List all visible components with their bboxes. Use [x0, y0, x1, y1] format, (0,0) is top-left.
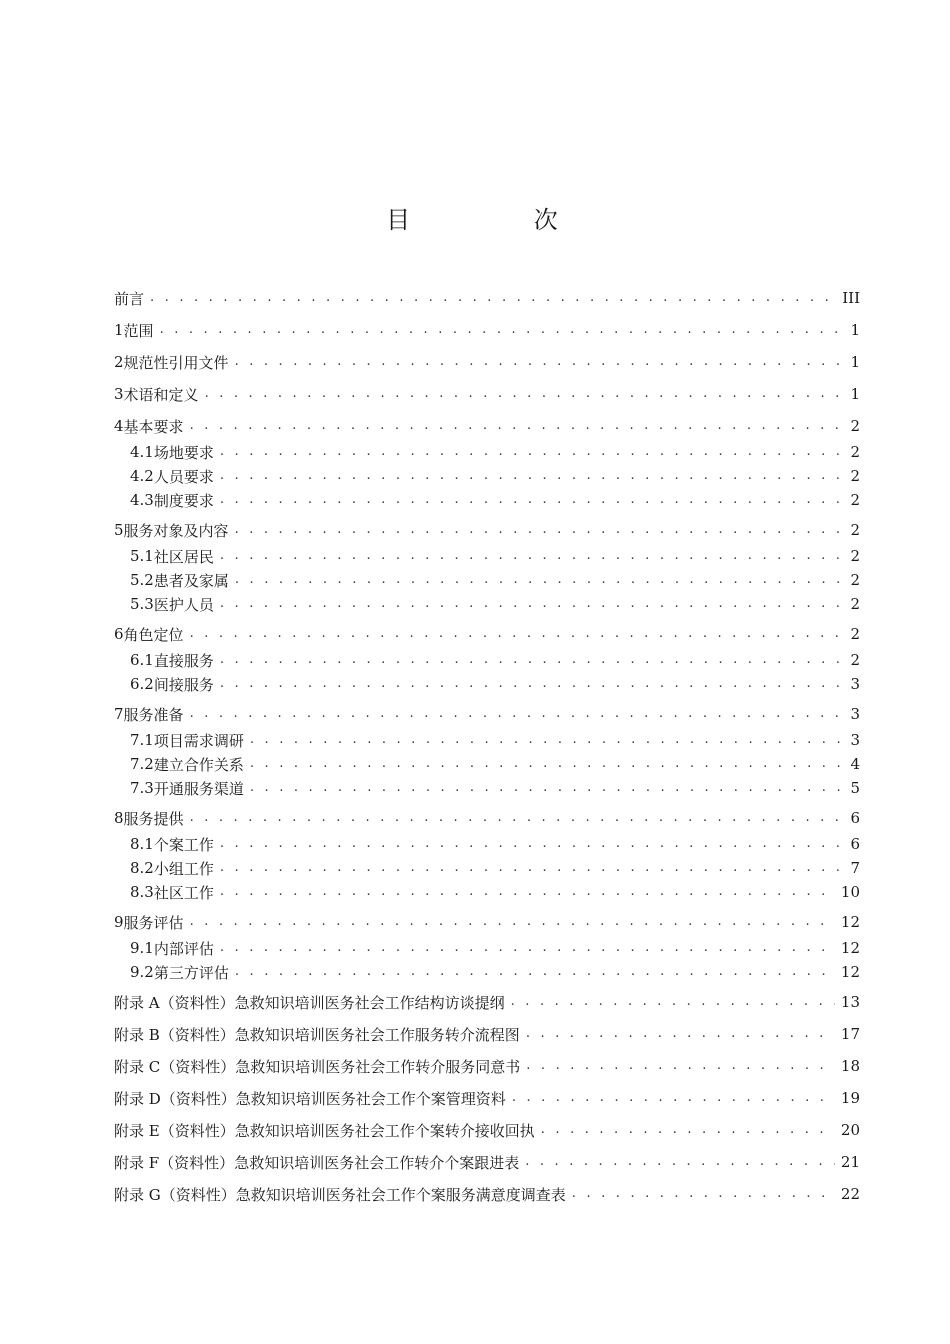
toc-entry-label: 角色定位 [123, 625, 184, 644]
toc-entry-number: 9.1 [130, 939, 154, 957]
toc-appendix[interactable] [114, 990, 860, 1014]
toc-leader [512, 1086, 835, 1110]
toc-page-number: 2 [850, 443, 860, 461]
toc-entry-number: 8 [114, 809, 124, 827]
toc-entry-label: 开通服务渠道 [153, 779, 244, 798]
toc-page-number: 22 [840, 1185, 860, 1203]
toc-subentry[interactable] [114, 880, 860, 904]
toc-page-number: 1 [850, 385, 860, 403]
toc-leader [205, 382, 840, 406]
toc-entry-label: 前言 [114, 289, 145, 308]
toc-page-number: 4 [850, 755, 860, 773]
toc-page-number: 2 [850, 547, 860, 565]
toc-entry-label: 范围 [123, 321, 154, 340]
toc-entry-number: 8.2 [130, 859, 154, 877]
toc-page-number: 6 [850, 835, 860, 853]
toc-leader [220, 856, 840, 880]
toc-subentry[interactable] [114, 464, 860, 488]
toc-entry[interactable] [114, 622, 860, 646]
toc-appendix[interactable] [114, 1182, 860, 1206]
toc-leader [190, 622, 840, 646]
appendix-label: 附录 G（资料性） [114, 1185, 236, 1204]
toc-entry-label: 个案工作 [153, 835, 214, 854]
toc-page-number: 3 [850, 705, 860, 723]
toc-subentry[interactable] [114, 488, 860, 512]
appendix-label: 附录 A（资料性） [114, 993, 235, 1012]
toc-entry-number: 7.1 [130, 731, 154, 749]
toc-entry-label: 制度要求 [153, 491, 214, 510]
toc-subentry[interactable] [114, 544, 860, 568]
toc-subentry[interactable] [114, 776, 860, 800]
toc-subentry[interactable] [114, 648, 860, 672]
toc-subentry[interactable] [114, 832, 860, 856]
toc-page-number: 12 [840, 913, 860, 931]
toc-subentry[interactable] [114, 440, 860, 464]
toc-page-number: 20 [840, 1121, 860, 1139]
toc-entry-label: 患者及家属 [153, 571, 229, 590]
toc-entry-label: 规范性引用文件 [123, 353, 229, 372]
toc-leader [525, 1150, 835, 1174]
toc-entry[interactable] [114, 382, 860, 406]
toc-subentry[interactable] [114, 752, 860, 776]
toc-subentry[interactable] [114, 960, 860, 984]
toc-leader [220, 440, 840, 464]
toc-entry[interactable] [114, 518, 860, 542]
toc-leader [250, 776, 840, 800]
toc-entry-label: 间接服务 [153, 675, 214, 694]
toc-entry-label: 直接服务 [153, 651, 214, 670]
toc-page-number: 2 [850, 595, 860, 613]
toc-page-number: 2 [850, 417, 860, 435]
toc-subentry[interactable] [114, 856, 860, 880]
toc-leader [220, 592, 840, 616]
toc-subentry[interactable] [114, 936, 860, 960]
toc-page-number: 2 [850, 571, 860, 589]
toc-entry-label: 基本要求 [123, 417, 184, 436]
toc-entry[interactable] [114, 350, 860, 374]
toc-leader [541, 1118, 835, 1142]
toc-leader [235, 568, 840, 592]
toc-entry[interactable] [114, 910, 860, 934]
toc-entry-number: 9 [114, 913, 124, 931]
toc-entry-number: 5.2 [130, 571, 154, 589]
toc-entry-label: 服务提供 [123, 809, 184, 828]
toc-entry-label: 服务对象及内容 [123, 521, 229, 540]
toc-page-number: 17 [840, 1025, 860, 1043]
appendix-title: 急救知识培训医务社会工作个案转介接收回执 [234, 1121, 535, 1140]
toc-entry-label: 项目需求调研 [153, 731, 244, 750]
toc-leader [220, 832, 840, 856]
toc-appendix[interactable] [114, 1054, 860, 1078]
toc-leader [220, 488, 840, 512]
toc-leader [150, 286, 836, 310]
toc-leader [235, 518, 840, 542]
toc-leader [190, 806, 840, 830]
toc-page-number: 21 [840, 1153, 860, 1171]
toc-page-number: 5 [850, 779, 860, 797]
toc-leader [526, 1054, 835, 1078]
toc-page-number: 12 [840, 963, 860, 981]
toc-page-number: 12 [840, 939, 860, 957]
toc-leader [220, 936, 835, 960]
toc-entry-number: 2 [114, 353, 124, 371]
toc-leader [220, 880, 835, 904]
toc-entry[interactable] [114, 318, 860, 342]
toc-leader [220, 464, 840, 488]
toc-entry-number: 4.2 [130, 467, 154, 485]
appendix-label: 附录 F（资料性） [114, 1153, 235, 1172]
toc-entry-number: 1 [114, 321, 124, 339]
toc-page-number: 2 [850, 625, 860, 643]
toc-page-number: 19 [840, 1089, 860, 1107]
toc-entry-number: 5.3 [130, 595, 154, 613]
toc-entry-number: 7.3 [130, 779, 154, 797]
toc-leader [190, 910, 835, 934]
toc-page-number: 1 [850, 353, 860, 371]
toc-entry-label: 服务准备 [123, 705, 184, 724]
toc-page-number: 13 [840, 993, 860, 1011]
toc-entry-label: 第三方评估 [153, 963, 229, 982]
toc-entry-label: 社区居民 [153, 547, 214, 566]
toc-page-number: 3 [850, 675, 860, 693]
toc-entry-number: 8.3 [130, 883, 154, 901]
appendix-label: 附录 B（资料性） [114, 1025, 235, 1044]
toc-leader [526, 1022, 835, 1046]
toc-entry[interactable] [114, 702, 860, 726]
toc-subentry[interactable] [114, 568, 860, 592]
toc-subentry[interactable] [114, 592, 860, 616]
toc-leader [235, 350, 840, 374]
toc-page-number: 2 [850, 467, 860, 485]
toc-entry-number: 4.3 [130, 491, 154, 509]
toc-entry-label: 医护人员 [153, 595, 214, 614]
toc-page-number: III [842, 289, 860, 307]
appendix-label: 附录 D（资料性） [114, 1089, 236, 1108]
toc-entry[interactable] [114, 414, 860, 438]
toc-entry-number: 6.1 [130, 651, 154, 669]
appendix-label: 附录 E（资料性） [114, 1121, 235, 1140]
toc-leader [190, 414, 840, 438]
toc-entry-label: 场地要求 [153, 443, 214, 462]
toc-entry-number: 5.1 [130, 547, 154, 565]
toc-entry-label: 术语和定义 [123, 385, 199, 404]
toc-page-number: 3 [850, 731, 860, 749]
toc-entry-number: 8.1 [130, 835, 154, 853]
toc-entry-number: 6 [114, 625, 124, 643]
toc-entry-number: 6.2 [130, 675, 154, 693]
toc-entry-number: 7 [114, 705, 124, 723]
toc-leader [572, 1182, 835, 1206]
toc-leader [220, 672, 840, 696]
appendix-title: 急救知识培训医务社会工作服务转介流程图 [234, 1025, 520, 1044]
toc-page-number: 18 [840, 1057, 860, 1075]
toc-leader [160, 318, 840, 342]
toc-entry-label: 社区工作 [153, 883, 214, 902]
toc-leader [220, 544, 840, 568]
toc-entry-foreword[interactable] [114, 286, 860, 310]
toc-leader [511, 990, 835, 1014]
toc-appendix[interactable] [114, 1150, 860, 1174]
toc-entry[interactable] [114, 806, 860, 830]
toc-page-number: 10 [840, 883, 860, 901]
toc-page-number: 1 [850, 321, 860, 339]
appendix-title: 急救知识培训医务社会工作转介服务同意书 [235, 1057, 521, 1076]
toc-appendix[interactable] [114, 1086, 860, 1110]
toc-subentry[interactable] [114, 672, 860, 696]
toc-entry-number: 9.2 [130, 963, 154, 981]
toc-entry-number: 4.1 [130, 443, 154, 461]
toc-leader [190, 702, 840, 726]
appendix-title: 急救知识培训医务社会工作结构访谈提纲 [234, 993, 505, 1012]
toc-entry-number: 3 [114, 385, 124, 403]
toc-entry-number: 5 [114, 521, 124, 539]
appendix-title: 急救知识培训医务社会工作个案服务满意度调查表 [235, 1185, 566, 1204]
toc-entry-label: 建立合作关系 [153, 755, 244, 774]
toc-entry-number: 7.2 [130, 755, 154, 773]
toc-page-number: 6 [850, 809, 860, 827]
toc-leader [220, 648, 840, 672]
appendix-title: 急救知识培训医务社会工作转介个案跟进表 [234, 1153, 520, 1172]
toc-appendix[interactable] [114, 1118, 860, 1142]
toc-page-number: 7 [850, 859, 860, 877]
toc-page-number: 2 [850, 521, 860, 539]
appendix-title: 急救知识培训医务社会工作个案管理资料 [235, 1089, 506, 1108]
toc-entry-label: 服务评估 [123, 913, 184, 932]
toc-appendix[interactable] [114, 1022, 860, 1046]
toc-entry-number: 4 [114, 417, 124, 435]
toc-leader [235, 960, 835, 984]
page-title: 目 次 [386, 206, 616, 234]
toc-entry-label: 内部评估 [153, 939, 214, 958]
toc-leader [250, 728, 840, 752]
toc-entry-label: 小组工作 [153, 859, 214, 878]
toc-entry-label: 人员要求 [153, 467, 214, 486]
toc-subentry[interactable] [114, 728, 860, 752]
toc-page-number: 2 [850, 651, 860, 669]
toc-leader [250, 752, 840, 776]
toc-page-number: 2 [850, 491, 860, 509]
appendix-label: 附录 C（资料性） [114, 1057, 236, 1076]
